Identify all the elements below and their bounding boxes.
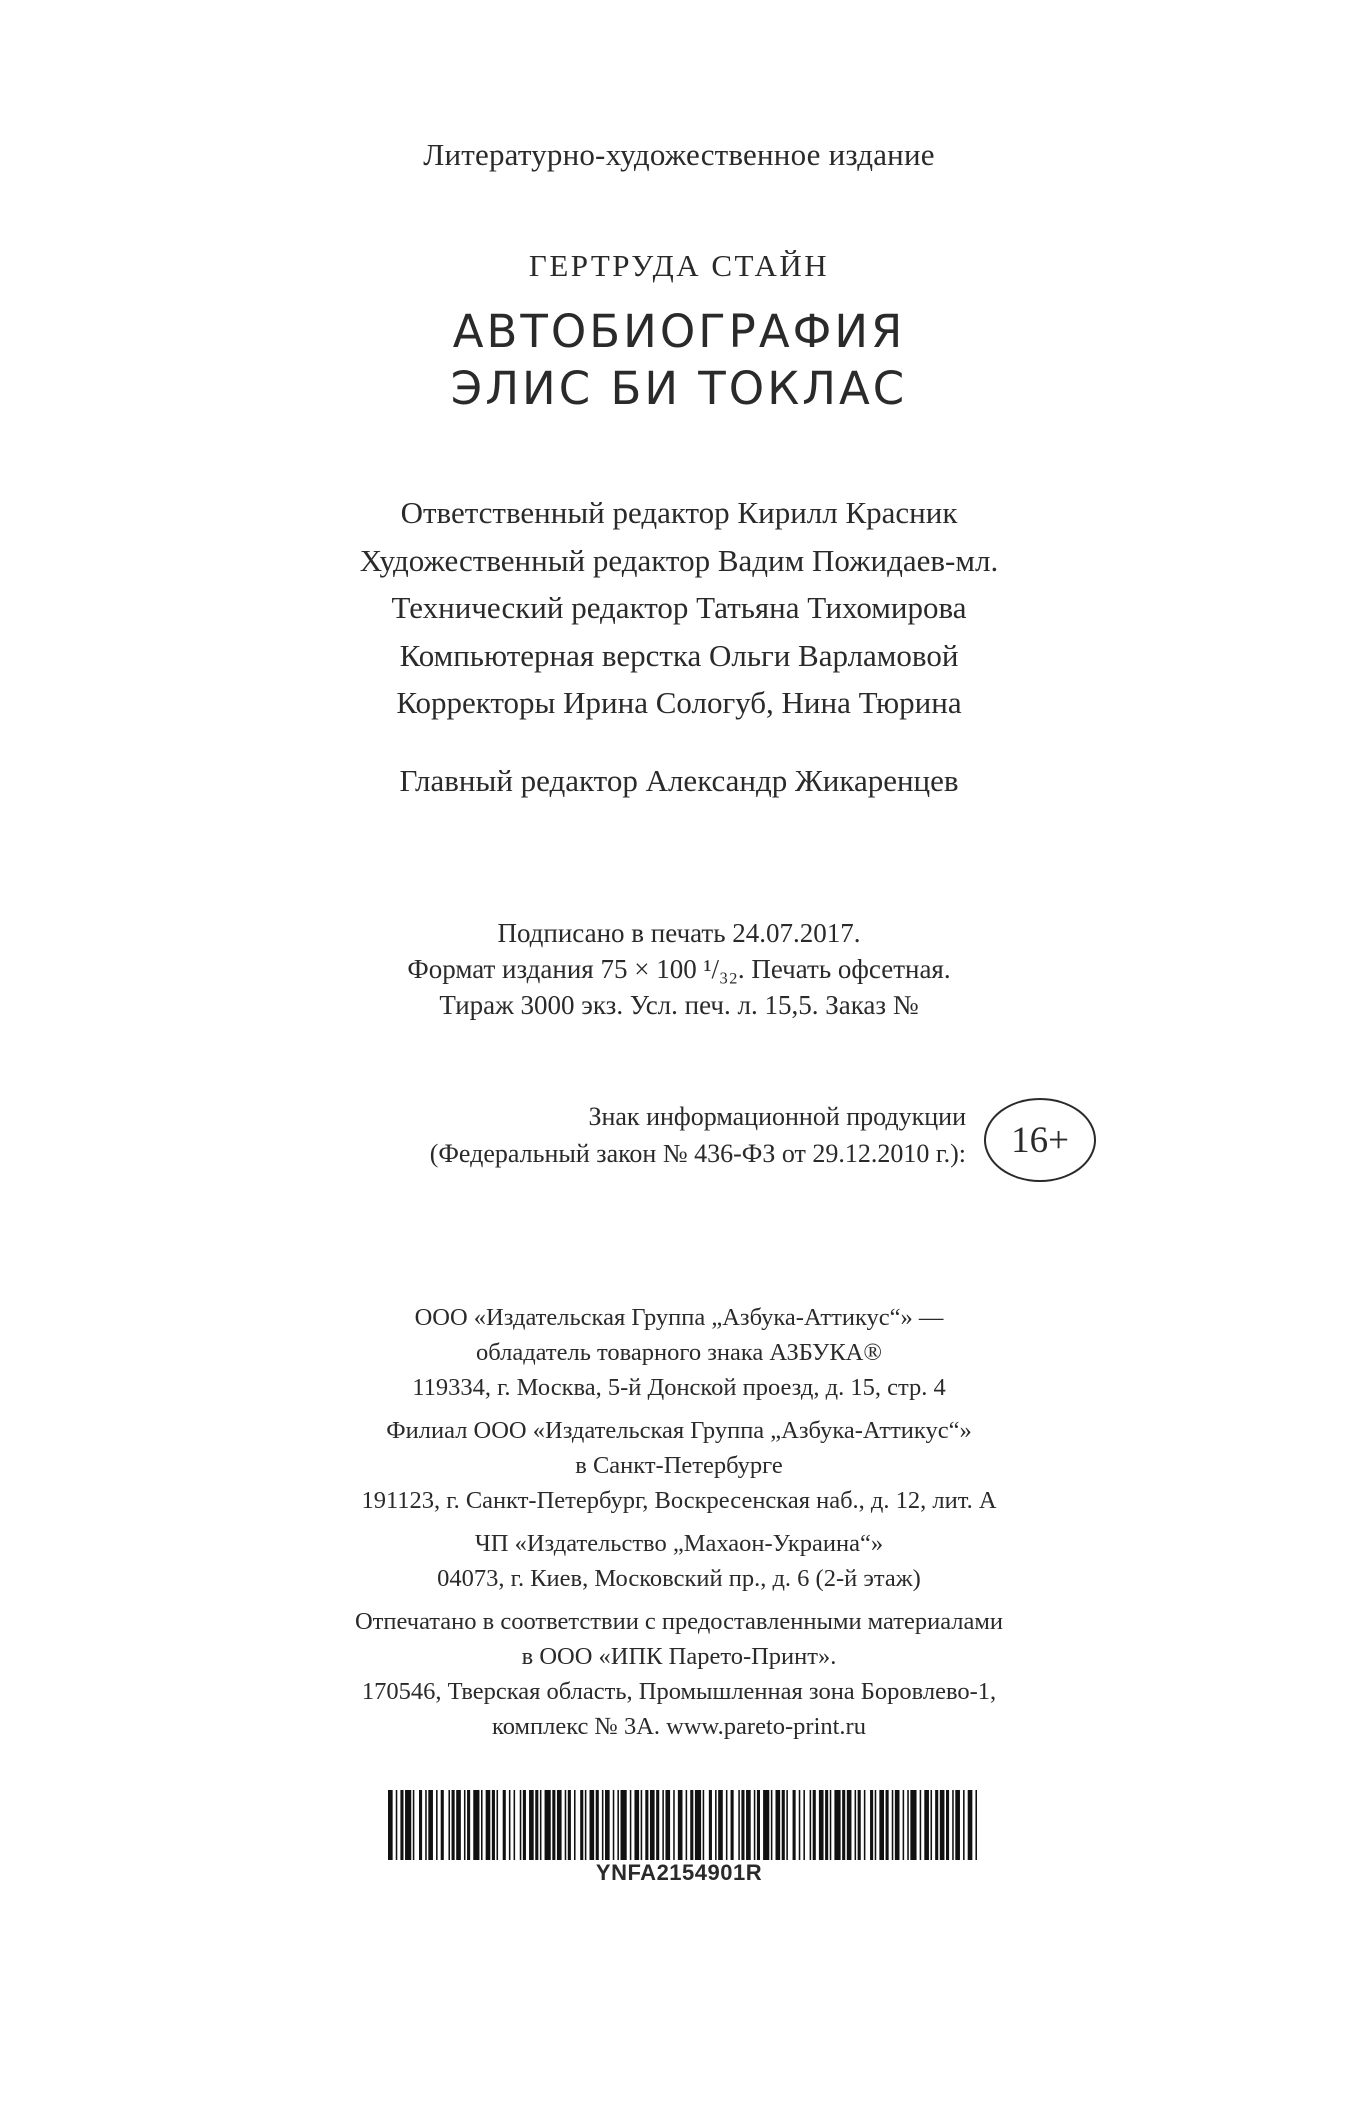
- barcode-bar: [834, 1790, 840, 1860]
- barcode-bar: [540, 1790, 542, 1860]
- author-name: ГЕРТРУДА СТАЙН: [528, 248, 830, 283]
- barcode-bar: [776, 1790, 781, 1860]
- barcode-bar: [400, 1790, 403, 1860]
- barcode-bar: [574, 1790, 576, 1860]
- barcode-bar: [552, 1790, 555, 1860]
- barcode-bar: [492, 1790, 495, 1860]
- barcode-code: YNFA2154901R: [595, 1860, 763, 1885]
- barcode-bar: [940, 1790, 945, 1860]
- barcode-bar: [520, 1790, 522, 1860]
- barcode-bar: [456, 1790, 461, 1860]
- barcode-bar: [634, 1790, 639, 1860]
- barcode-bar: [726, 1790, 728, 1860]
- barcode-bar: [481, 1790, 483, 1860]
- staff-line: Технический редактор Татьяна Тихомирова: [391, 590, 967, 625]
- publisher-line: Отпечатано в соответствии с предоставленными материалами: [354, 1608, 1004, 1635]
- barcode-bar: [523, 1790, 526, 1860]
- barcode-bar: [650, 1790, 655, 1860]
- barcode-bar: [864, 1790, 866, 1860]
- barcode-bar: [602, 1790, 604, 1860]
- barcode-bar: [428, 1790, 433, 1860]
- barcode-bar: [621, 1790, 627, 1860]
- barcode-bar: [858, 1790, 861, 1860]
- barcode-bar: [425, 1790, 427, 1860]
- barcode-bar: [910, 1790, 916, 1860]
- book-title-line: ЭЛИС БИ ТОКЛАС: [450, 362, 908, 415]
- age-rating-badge: 16+: [984, 1098, 1096, 1182]
- barcode-bar: [886, 1790, 889, 1860]
- barcode-bar: [746, 1790, 751, 1860]
- publisher-ukraine: [0, 1526, 1358, 1596]
- barcode-bar: [786, 1790, 788, 1860]
- barcode-bar: [497, 1790, 499, 1860]
- print-info: [0, 915, 1358, 1023]
- barcode-bar: [799, 1790, 801, 1860]
- barcode-bar: [754, 1790, 756, 1860]
- barcode-bar: [924, 1790, 929, 1860]
- barcode-bar: [396, 1790, 398, 1860]
- barcode-bar: [931, 1790, 933, 1860]
- barcode-bar: [464, 1790, 466, 1860]
- barcode-bar: [975, 1790, 977, 1860]
- barcode-bar: [895, 1790, 900, 1860]
- barcode-bar: [920, 1790, 922, 1860]
- barcode-bar: [771, 1790, 773, 1860]
- staff-line: Ответственный редактор Кирилл Красник: [400, 495, 958, 530]
- barcode-bar: [630, 1790, 632, 1860]
- barcode-bar: [503, 1790, 506, 1860]
- barcode-bar: [703, 1790, 705, 1860]
- barcode-bar: [645, 1790, 648, 1860]
- barcode-bar: [565, 1790, 567, 1860]
- barcode-bar: [590, 1790, 595, 1860]
- barcode-bar: [903, 1790, 905, 1860]
- barcode-bar: [535, 1790, 538, 1860]
- barcode-block: [0, 1790, 1358, 1900]
- barcode-bar: [855, 1790, 857, 1860]
- book-title-line: АВТОБИОГРАФИЯ: [452, 305, 906, 358]
- barcode-bar: [686, 1790, 688, 1860]
- publisher-line: 04073, г. Киев, Московский пр., д. 6 (2-й этаж): [437, 1565, 921, 1592]
- barcode-bar: [448, 1790, 450, 1860]
- barcode-bar: [782, 1790, 785, 1860]
- print-info-line: Формат издания 75 × 100 ¹/₃₂. Печать офсетная.: [407, 954, 951, 984]
- barcode-bar: [441, 1790, 444, 1860]
- barcode-bar: [709, 1790, 712, 1860]
- barcode-bar: [803, 1790, 805, 1860]
- barcode-bar: [509, 1790, 511, 1860]
- barcode-bar: [452, 1790, 455, 1860]
- publisher-info: [0, 1300, 1358, 1744]
- barcode-bar: [580, 1790, 583, 1860]
- barcode-bar: [529, 1790, 534, 1860]
- barcode-bar: [741, 1790, 744, 1860]
- barcode-bar: [963, 1790, 965, 1860]
- barcode-bar: [830, 1790, 832, 1860]
- barcode-bar: [436, 1790, 438, 1860]
- barcode-bar: [605, 1790, 610, 1860]
- barcode-bar: [955, 1790, 960, 1860]
- barcode-bar: [842, 1790, 845, 1860]
- barcode-bar: [718, 1790, 723, 1860]
- barcode-bar: [757, 1790, 760, 1860]
- barcode-bar: [690, 1790, 693, 1860]
- barcode-bar: [819, 1790, 824, 1860]
- barcode-bar: [678, 1790, 683, 1860]
- publisher-line: комплекс № 3А. www.pareto-print.ru: [492, 1713, 866, 1740]
- barcode-bar: [388, 1790, 393, 1860]
- age-rating-label: [430, 1098, 966, 1172]
- barcode-bar: [892, 1790, 894, 1860]
- age-rating-line: Знак информационной продукции: [588, 1102, 966, 1131]
- staff-line: Компьютерная верстка Ольги Варламовой: [399, 637, 959, 673]
- barcode-bar: [813, 1790, 816, 1860]
- age-rating-block: [0, 1098, 1358, 1198]
- barcode-bar: [514, 1790, 516, 1860]
- barcode-bar: [405, 1790, 411, 1860]
- barcode-bar: [738, 1790, 740, 1860]
- staff-line: Художественный редактор Вадим Пожидаев-мл.: [359, 542, 999, 578]
- barcode-bar: [557, 1790, 562, 1860]
- barcode-bar: [907, 1790, 909, 1860]
- barcode-bar: [585, 1790, 587, 1860]
- publisher-line: в ООО «ИПК Парето-Принт».: [521, 1643, 837, 1670]
- print-info-line: Подписано в печать 24.07.2017.: [497, 918, 861, 948]
- barcode-bar: [952, 1790, 954, 1860]
- barcode-bar: [413, 1790, 415, 1860]
- editorial-staff: [0, 489, 1358, 727]
- barcode-bar: [568, 1790, 571, 1860]
- barcode-bar: [763, 1790, 769, 1860]
- publisher-line: 119334, г. Москва, 5-й Донской проезд, д. 15, стр. 4: [412, 1374, 946, 1401]
- barcode-bar: [617, 1790, 619, 1860]
- barcode-bar: [662, 1790, 664, 1860]
- barcode-bar: [968, 1790, 973, 1860]
- barcode-bar: [715, 1790, 717, 1860]
- barcode-bar: [665, 1790, 670, 1860]
- barcode-bar: [673, 1790, 675, 1860]
- barcode-bar: [793, 1790, 796, 1860]
- publisher-line: ЧП «Издательство „Махаон-Украина“»: [474, 1530, 884, 1557]
- barcode-bar: [847, 1790, 852, 1860]
- print-info-line: Тираж 3000 экз. Усл. печ. л. 15,5. Заказ №: [439, 990, 919, 1020]
- barcode-bar: [467, 1790, 470, 1860]
- barcode-bar: [545, 1790, 551, 1860]
- barcode-bar: [613, 1790, 615, 1860]
- publisher-line: 170546, Тверская область, Промышленная зона Боровлево-1,: [361, 1678, 997, 1705]
- barcode-bar: [870, 1790, 873, 1860]
- age-rating-line: (Федеральный закон № 436-ФЗ от 29.12.2010 г.):: [429, 1139, 966, 1168]
- staff-line: Корректоры Ирина Сологуб, Нина Тюрина: [396, 685, 962, 720]
- barcode-bar: [879, 1790, 884, 1860]
- publisher-branch: [0, 1413, 1358, 1518]
- barcode-bar: [419, 1790, 422, 1860]
- barcode-bar: [486, 1790, 491, 1860]
- barcode-bar: [875, 1790, 877, 1860]
- barcode-bar: [596, 1790, 599, 1860]
- barcode-icon: [388, 1790, 978, 1860]
- book-title: [0, 303, 1358, 417]
- barcode-bar: [825, 1790, 828, 1860]
- barcode-bar: [731, 1790, 734, 1860]
- edition-type: Литературно-художественное издание: [423, 137, 935, 172]
- barcode-bar: [641, 1790, 643, 1860]
- barcode-bar: [810, 1790, 812, 1860]
- barcode-bar: [935, 1790, 938, 1860]
- barcode-bar: [656, 1790, 659, 1860]
- barcode-bar: [473, 1790, 479, 1860]
- publisher-line: в Санкт-Петербурге: [575, 1452, 783, 1479]
- publisher-line: 191123, г. Санкт-Петербург, Воскресенская наб., д. 12, лит. А: [361, 1487, 997, 1514]
- chief-editor: Главный редактор Александр Жикаренцев: [399, 763, 959, 798]
- publisher-line: обладатель товарного знака АЗБУКА®: [476, 1339, 882, 1366]
- barcode-bar: [946, 1790, 949, 1860]
- publisher-line: ООО «Издательская Группа „Азбука-Аттикус“» —: [414, 1304, 944, 1331]
- barcode-bar: [695, 1790, 701, 1860]
- publisher-main: [0, 1300, 1358, 1405]
- publisher-line: Филиал ООО «Издательская Группа „Азбука-Аттикус“»: [386, 1417, 972, 1444]
- printer-info: [0, 1604, 1358, 1744]
